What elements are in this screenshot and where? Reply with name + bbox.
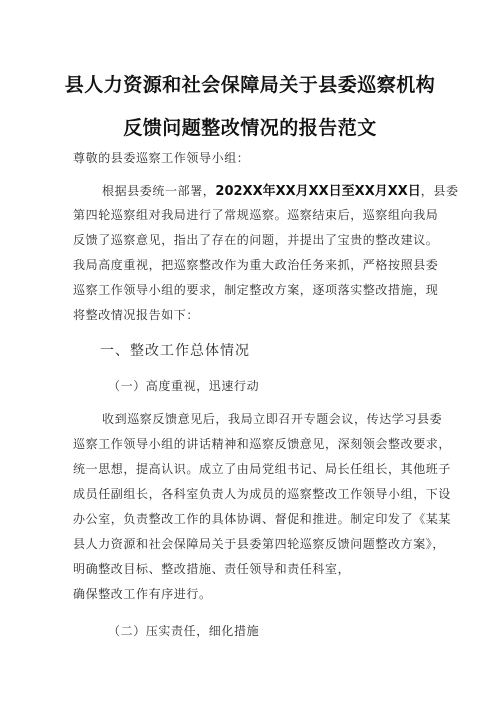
salutation: 尊敬的县委巡察工作领导小组：: [73, 151, 250, 165]
subsection-2-heading: （二）压实责任，细化措施: [108, 624, 260, 638]
intro-paragraph-line-2: 第四轮巡察组对我局进行了常规巡察。巡察结束后，巡察组向我局: [73, 208, 439, 222]
intro-paragraph-line-4: 我局高度重视，把巡察整改作为重大政治任务来抓，严格按照县委: [73, 258, 439, 272]
subsection-1-body-line: 确保整改工作有序进行。: [73, 587, 212, 601]
intro-paragraph-line-5: 巡察工作领导小组的要求，制定整改方案，逐项落实整改措施，现: [73, 283, 439, 297]
intro-paragraph-line-1: [102, 184, 459, 199]
subsection-1-body-line: 成员任副组长，各科室负责人为成员的巡察整改工作领导小组，下设: [73, 487, 452, 501]
intro-date-range: 202XX年XX月XX日至XX月XX日: [215, 184, 421, 199]
subsection-1-body-line: 办公室，负责整改工作的具体协调、督促和推进。制定印发了《某某: [73, 512, 452, 526]
subsection-1-body-line: 统一思想，提高认识。成立了由局党组书记、局长任组长，其他班子: [73, 462, 452, 476]
subsection-1-body-line: 县人力资源和社会保障局关于县委第四轮巡察反馈问题整改方案》，: [73, 537, 446, 551]
section-1-heading: 一、整改工作总体情况: [100, 343, 250, 359]
subsection-1-body-line: 收到巡察反馈意见后，我局立即召开专题会议，传达学习县委: [102, 412, 443, 426]
intro-paragraph-line-6: 将整改情况报告如下：: [73, 308, 200, 322]
intro-line-1-prefix: 根据县委统一部署，: [102, 184, 216, 198]
intro-paragraph-line-3: 反馈了巡察意见，指出了存在的问题，并提出了宝贵的整改建议。: [73, 233, 439, 247]
document-title-line-1: 县人力资源和社会保障局关于县委巡察机构: [64, 74, 436, 96]
subsection-1-body-line: 巡察工作领导小组的讲话精神和巡察反馈意见，深刻领会整改要求，: [73, 437, 452, 451]
subsection-1-body-line: 明确整改目标、整改措施、责任领导和责任科室，: [73, 562, 351, 576]
document-title-line-2: 反馈问题整改情况的报告范文: [123, 117, 377, 139]
subsection-1-heading: （一）高度重视，迅速行动: [108, 379, 260, 393]
intro-line-1-suffix: ，县委: [420, 184, 459, 198]
